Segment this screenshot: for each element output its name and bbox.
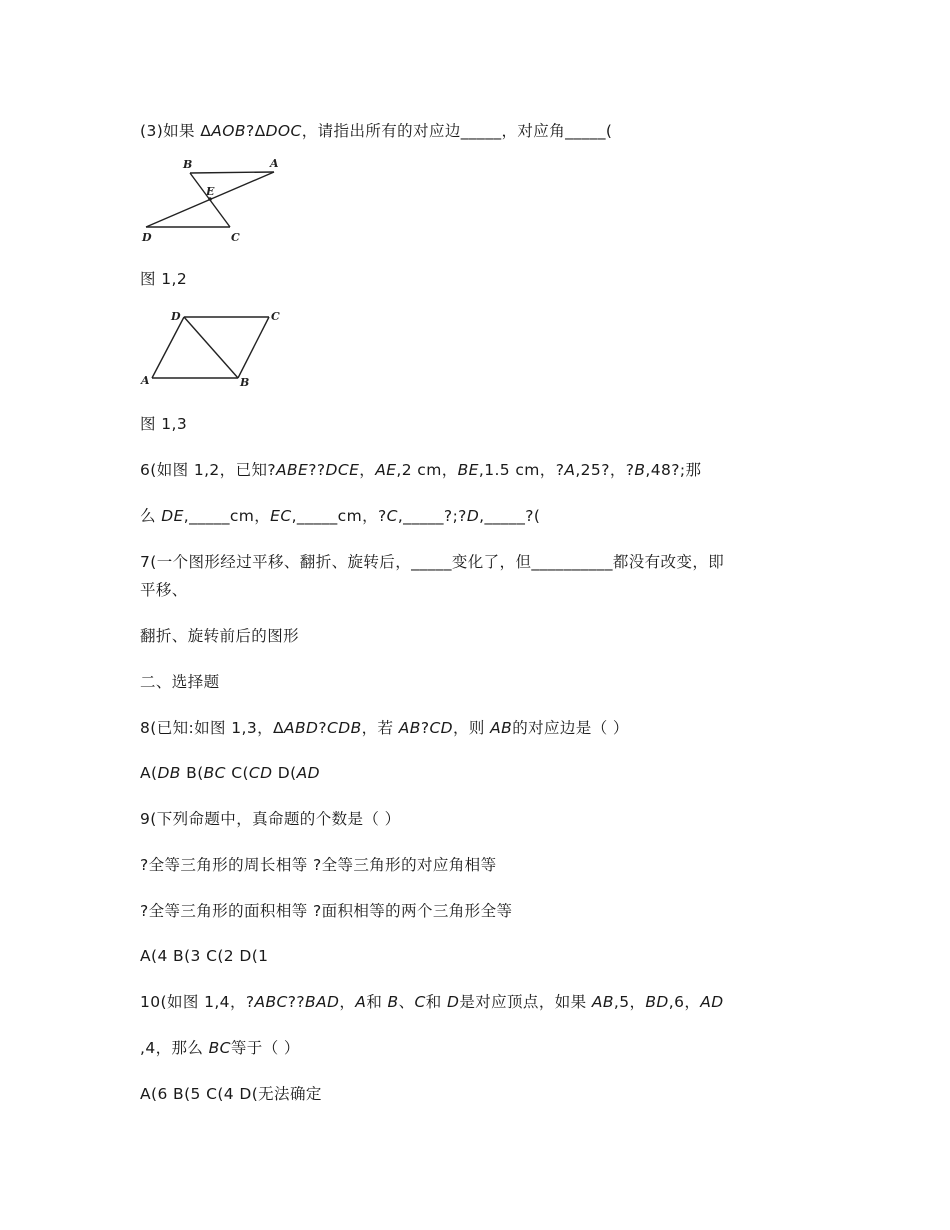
math-var: AB xyxy=(398,719,421,737)
math-var: C xyxy=(386,507,398,525)
math-var: B xyxy=(634,461,646,479)
math-var: BD xyxy=(645,993,669,1011)
question-6-line-1 xyxy=(140,459,701,481)
section-title: 二、选择题 xyxy=(140,673,220,691)
text: 等于（ ） xyxy=(230,1039,300,1057)
text: ，则 xyxy=(453,719,491,737)
label-c: C xyxy=(231,231,241,244)
math-var: A xyxy=(355,993,367,1011)
math-var: EC xyxy=(270,507,292,525)
segment-bc xyxy=(238,317,269,378)
question-7-line-3: 翻折、旋转前后的图形 xyxy=(140,627,300,645)
label-b: B xyxy=(240,376,250,389)
text: ， xyxy=(359,461,376,479)
text: ,48?;那 xyxy=(645,461,702,479)
math-var: DOC xyxy=(265,122,302,140)
question-10-line-2 xyxy=(140,1037,300,1059)
question-10-line-1 xyxy=(140,991,724,1013)
text: 和 xyxy=(366,993,388,1011)
text: ?Δ xyxy=(245,122,266,140)
text: 的对应边是（ ） xyxy=(512,719,629,737)
math-var: DE xyxy=(161,507,184,525)
text: ? xyxy=(420,719,430,737)
math-var: C xyxy=(414,993,426,1011)
question-6-line-2 xyxy=(140,505,540,527)
math-var: CDB xyxy=(327,719,362,737)
option-d-label: D( xyxy=(272,764,297,782)
option-d: AD xyxy=(296,764,320,782)
option-b: BC xyxy=(203,764,226,782)
segment-ba xyxy=(190,172,274,173)
question-3 xyxy=(140,120,612,142)
math-var: AD xyxy=(700,993,724,1011)
question-9-items-2: ?全等三角形的面积相等 ?面积相等的两个三角形全等 xyxy=(140,902,513,920)
math-var: AE xyxy=(375,461,397,479)
text: 么 xyxy=(140,507,162,525)
math-var: D xyxy=(446,993,460,1011)
text: ,4，那么 xyxy=(140,1039,209,1057)
option-a: DB xyxy=(157,764,181,782)
text: (3)如果 Δ xyxy=(140,122,212,140)
figure-1-2-caption: 图 1,2 xyxy=(140,270,188,288)
text: 6(如图 1,2，已知? xyxy=(140,461,277,479)
math-var: AB xyxy=(591,993,614,1011)
label-a: A xyxy=(270,157,279,170)
math-var: CD xyxy=(429,719,454,737)
label-c: C xyxy=(271,310,281,323)
figure-1-3 xyxy=(138,305,288,395)
label-b: B xyxy=(183,158,193,171)
question-7-line-2: 平移、 xyxy=(140,581,188,599)
text: ,5， xyxy=(613,993,646,1011)
text: ,_____cm， xyxy=(183,507,271,525)
label-a: A xyxy=(141,374,150,387)
math-var: BE xyxy=(457,461,479,479)
math-var: B xyxy=(387,993,399,1011)
math-var: A xyxy=(564,461,576,479)
label-d: D xyxy=(171,310,181,323)
question-7-line-1: 7(一个图形经过平移、翻折、旋转后，_____变化了，但__________都没有改变，即 xyxy=(140,553,725,571)
text: 、 xyxy=(398,993,415,1011)
math-var: BC xyxy=(208,1039,231,1057)
math-var: ABD xyxy=(284,719,319,737)
math-var: DCE xyxy=(325,461,360,479)
text: ,25?，? xyxy=(575,461,635,479)
text: ?? xyxy=(308,461,326,479)
text: ,1.5 cm，? xyxy=(478,461,565,479)
segment-da xyxy=(152,317,184,378)
text: ，若 xyxy=(361,719,399,737)
segment-db xyxy=(184,317,238,378)
question-9-options: A(4 B(3 C(2 D(1 xyxy=(140,947,269,965)
text: 是对应顶点，如果 xyxy=(459,993,592,1011)
math-var: BAD xyxy=(305,993,340,1011)
text: ,2 cm， xyxy=(396,461,458,479)
text: ?? xyxy=(287,993,306,1011)
text: ,6， xyxy=(668,993,701,1011)
text: ? xyxy=(318,719,328,737)
label-e: E xyxy=(206,185,215,198)
math-var: AB xyxy=(490,719,513,737)
option-b-label: B( xyxy=(180,764,204,782)
math-var: ABC xyxy=(254,993,288,1011)
question-8 xyxy=(140,717,629,739)
text: ,_____?;? xyxy=(397,507,467,525)
text: ，请指出所有的对应边_____，对应角_____( xyxy=(301,122,613,140)
option-a-label: A( xyxy=(140,764,158,782)
question-10-options: A(6 B(5 C(4 D(无法确定 xyxy=(140,1085,322,1103)
math-var: AOB xyxy=(211,122,246,140)
question-9: 9(下列命题中，真命题的个数是（ ） xyxy=(140,810,401,828)
question-8-options xyxy=(140,762,320,784)
text: ， xyxy=(339,993,356,1011)
math-var: D xyxy=(466,507,480,525)
text: 10(如图 1,4，? xyxy=(140,993,255,1011)
option-c-label: C( xyxy=(225,764,249,782)
figure-1-3-caption: 图 1,3 xyxy=(140,415,188,433)
text: ,_____?( xyxy=(479,507,541,525)
option-c: CD xyxy=(248,764,273,782)
math-var: ABE xyxy=(276,461,309,479)
question-9-items-1: ?全等三角形的周长相等 ?全等三角形的对应角相等 xyxy=(140,856,497,874)
text: ,_____cm，? xyxy=(291,507,387,525)
label-d: D xyxy=(142,231,152,244)
text: 8(已知:如图 1,3，Δ xyxy=(140,719,285,737)
text: 和 xyxy=(425,993,447,1011)
figure-1-2 xyxy=(138,155,288,250)
